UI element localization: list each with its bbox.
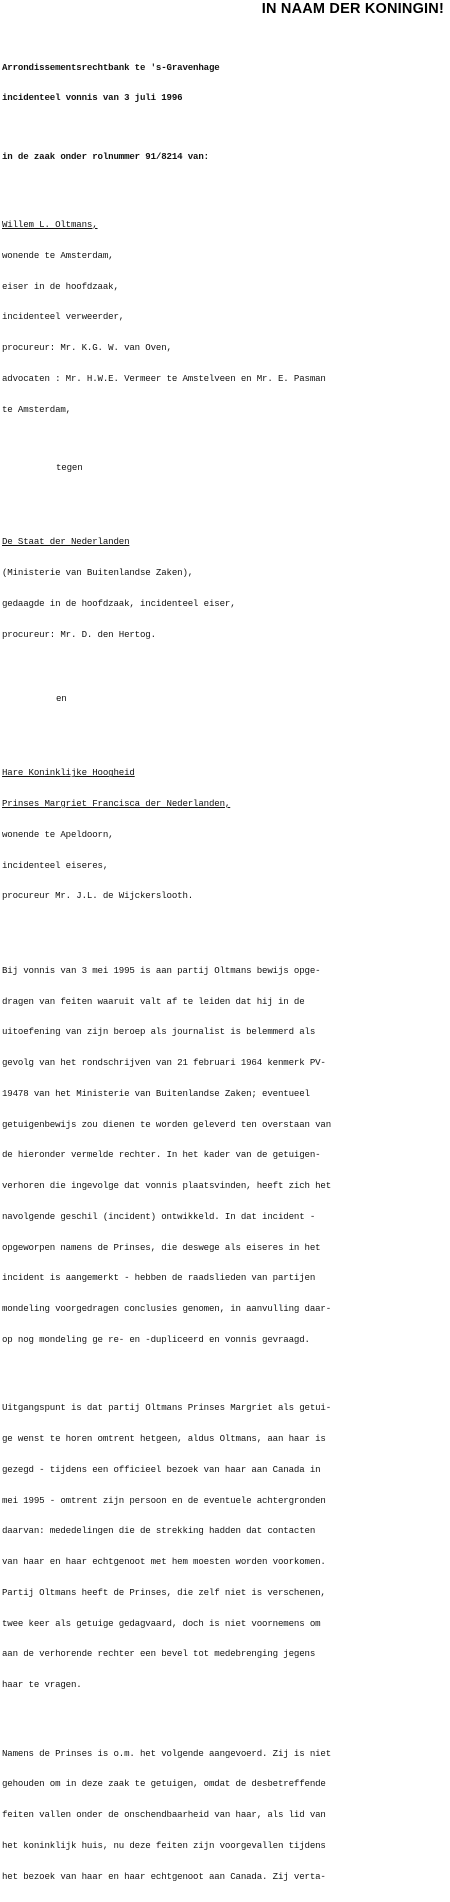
paragraph-2-line: Partij Oltmans heeft de Prinses, die zelf niet is verschenen, (2, 1586, 326, 1598)
party1-name: Willem L. Oltmans, (2, 219, 98, 230)
court-name: Arrondissementsrechtbank te 's-Gravenhage (2, 61, 220, 73)
paragraph-1-line: 19478 van het Ministerie van Buitenlandse Zaken; eventueel (2, 1087, 310, 1099)
paragraph-2-line: ge wenst te horen omtrent hetgeen, aldus Oltmans, aan haar is (2, 1433, 326, 1444)
paragraph-2-line: gezegd - tijdens een officieel bezoek van haar aan Canada in (2, 1463, 321, 1475)
paragraph-2-line: aan de verhorende rechter een bevel tot medebrenging jegens (2, 1648, 316, 1660)
party3-line: procureur Mr. J.L. de Wijckerslooth. (2, 890, 194, 902)
judgment-date: incidenteel vonnis van 3 juli 1996 (2, 92, 183, 104)
paragraph-1-line: de hieronder vermelde rechter. In het kader van de getuigen- (2, 1149, 321, 1161)
party3-line: incidenteel eiseres, (2, 859, 109, 871)
party3-line: wonende te Apeldoorn, (2, 828, 114, 840)
party1-line: procureur: Mr. K.G. W. van Oven, (2, 342, 172, 353)
paragraph-3-line: Namens de Prinses is o.m. het volgende aangevoerd. Zij is niet (2, 1747, 332, 1759)
paragraph-1-line: uitoefening van zijn beroep als journalist is belemmerd als (2, 1026, 316, 1038)
party3-title: Hare Koninklijke Hoogheid (2, 767, 135, 779)
document-body (2, 42, 446, 1902)
paragraph-1-line: opgeworpen namens de Prinses, die deswege als eiseres in het (2, 1241, 321, 1253)
paragraph-1-line: op nog mondeling ge re- en -dupliceerd en vonnis gevraagd. (2, 1333, 310, 1345)
case-number-line: in de zaak onder rolnummer 91/8214 van: (2, 150, 209, 162)
tegen-label: tegen (56, 461, 83, 473)
paragraph-3-line: het koninklijk huis, nu deze feiten zijn voorgevallen tijdens (2, 1839, 326, 1851)
paragraph-2-line: mei 1995 - omtrent zijn persoon en de eventuele achtergronden (2, 1494, 326, 1506)
paragraph-3-line: gehouden om in deze zaak te getuigen, omdat de desbetreffende (2, 1778, 326, 1790)
party2-line: gedaagde in de hoofdzaak, incidenteel eiser, (2, 597, 236, 609)
paragraph-1-line: gevolg van het rondschrijven van 21 februari 1964 kenmerk PV- (2, 1057, 326, 1068)
paragraph-1-line: mondeling voorgedragen conclusies genomen, in aanvulling daar- (2, 1303, 332, 1314)
party1-line: te Amsterdam, (2, 403, 71, 415)
paragraph-3-line: het bezoek van haar en haar echtgenoot aan Canada. Zij verta- (2, 1870, 326, 1882)
party2-name: De Staat der Nederlanden (2, 536, 130, 548)
paragraph-1-line: Bij vonnis van 3 mei 1995 is aan partij Oltmans bewijs opge- (2, 964, 321, 976)
document-header: IN NAAM DER KONINGIN! (261, 1, 444, 17)
paragraph-2-line: van haar en haar echtgenoot met hem moesten worden voorkomen. (2, 1556, 326, 1567)
paragraph-1-line: dragen van feiten waaruit valt af te leiden dat hij in de (2, 995, 305, 1007)
paragraph-3-line: feiten vallen onder de onschendbaarheid van haar, als lid van (2, 1809, 326, 1820)
party1-line: eiser in de hoofdzaak, (2, 280, 119, 292)
party2-line: procureur: Mr. D. den Hertog. (2, 628, 156, 640)
paragraph-2-line: Uitgangspunt is dat partij Oltmans Prinses Margriet als getui- (2, 1402, 332, 1414)
party1-line: advocaten : Mr. H.W.E. Vermeer te Amstelveen en Mr. E. Pasman (2, 372, 326, 384)
party1-line: incidenteel verweerder, (2, 311, 125, 323)
party2-line: (Ministerie van Buitenlandse Zaken), (2, 567, 194, 578)
paragraph-1-line: getuigenbewijs zou dienen te worden geleverd ten overstaan van (2, 1118, 332, 1130)
paragraph-1-line: incident is aangemerkt - hebben de raadslieden van partijen (2, 1272, 316, 1284)
party3-name: Prinses Margriet Francisca der Nederlanden, (2, 798, 231, 809)
paragraph-1-line: navolgende geschil (incident) ontwikkeld. In dat incident - (2, 1210, 316, 1222)
paragraph-2-line: twee keer als getuige gedagvaard, doch is niet voornemens om (2, 1617, 321, 1629)
party1-line: wonende te Amsterdam, (2, 249, 114, 261)
paragraph-2-line: haar te vragen. (2, 1679, 82, 1690)
en-label: en (56, 692, 67, 704)
paragraph-1-line: verhoren die ingevolge dat vonnis plaatsvinden, heeft zich het (2, 1180, 332, 1191)
paragraph-2-line: daarvan: mededelingen die de strekking hadden dat contacten (2, 1525, 316, 1537)
